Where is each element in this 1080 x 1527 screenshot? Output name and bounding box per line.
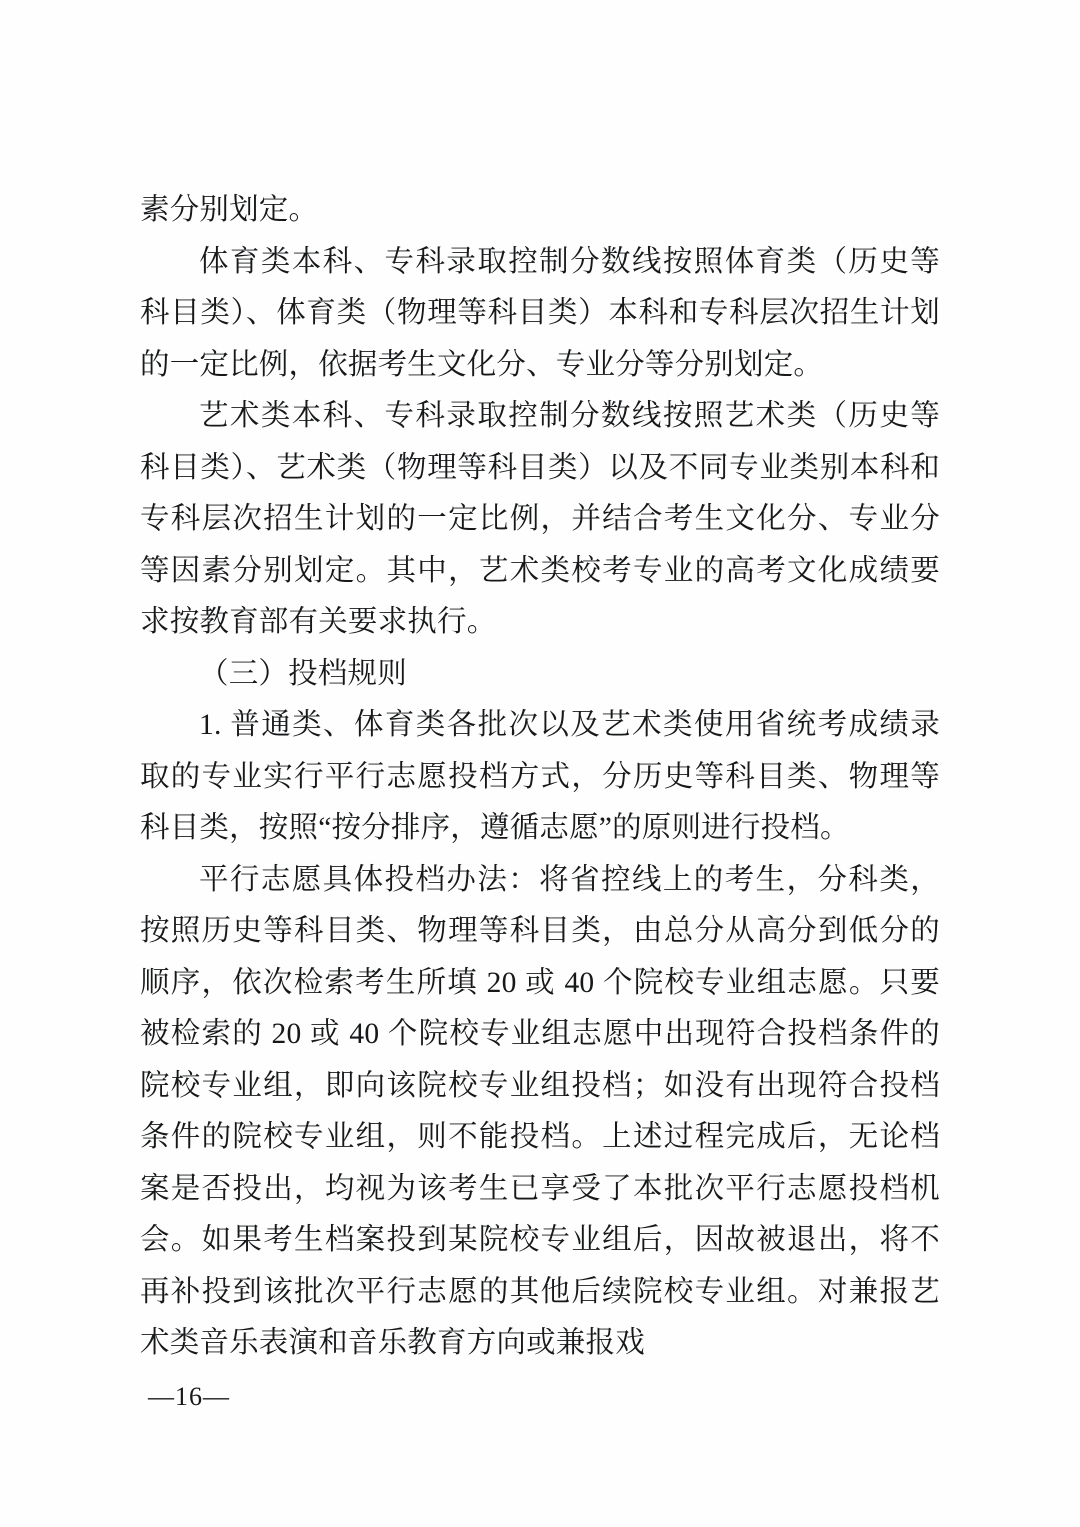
- document-body: [140, 185, 940, 1370]
- paragraph: 1. 普通类、体育类各批次以及艺术类使用省统考成绩录取的专业实行平行志愿投档方式，分历史等科目类、物理等科目类，按照“按分排序，遵循志愿”的原则进行投档。: [140, 709, 940, 844]
- page-number: —16—: [148, 1382, 230, 1411]
- paragraph: 艺术类本科、专科录取控制分数线按照艺术类（历史等科目类）、艺术类（物理等科目类）以及不同专业类别本科和专科层次招生计划的一定比例，并结合考生文化分、专业分等因素分别划定。其中，艺术类校考专业的高考文化成绩要求按教育部有关要求执行。: [140, 400, 940, 638]
- paragraph: 平行志愿具体投档办法：将省控线上的考生，分科类，按照历史等科目类、物理等科目类，由总分从高分到低分的顺序，依次检索考生所填 20 或 40 个院校专业组志愿。只要被检索的 20 或 40 个院校专业组志愿中出现符合投档条件的院校专业组，即向该院校专业组投档；如没有出现符合投档条件的院校专业组，则不能投档。上述过程完成后，无论档案是否投出，均视为该考生已享受了本批次平行志愿投档机会。如果考生档案投到某院校专业组后，因故被退出，将不再补投到该批次平行志愿的其他后续院校专业组。对兼报艺术类音乐表演和音乐教育方向或兼报戏: [140, 863, 940, 1359]
- section-heading: （三）投档规则: [199, 657, 407, 690]
- paragraph: 素分别划定。: [140, 194, 319, 226]
- paragraph: 体育类本科、专科录取控制分数线按照体育类（历史等科目类）、体育类（物理等科目类）本科和专科层次招生计划的一定比例，依据考生文化分、专业分等分别划定。: [140, 245, 940, 381]
